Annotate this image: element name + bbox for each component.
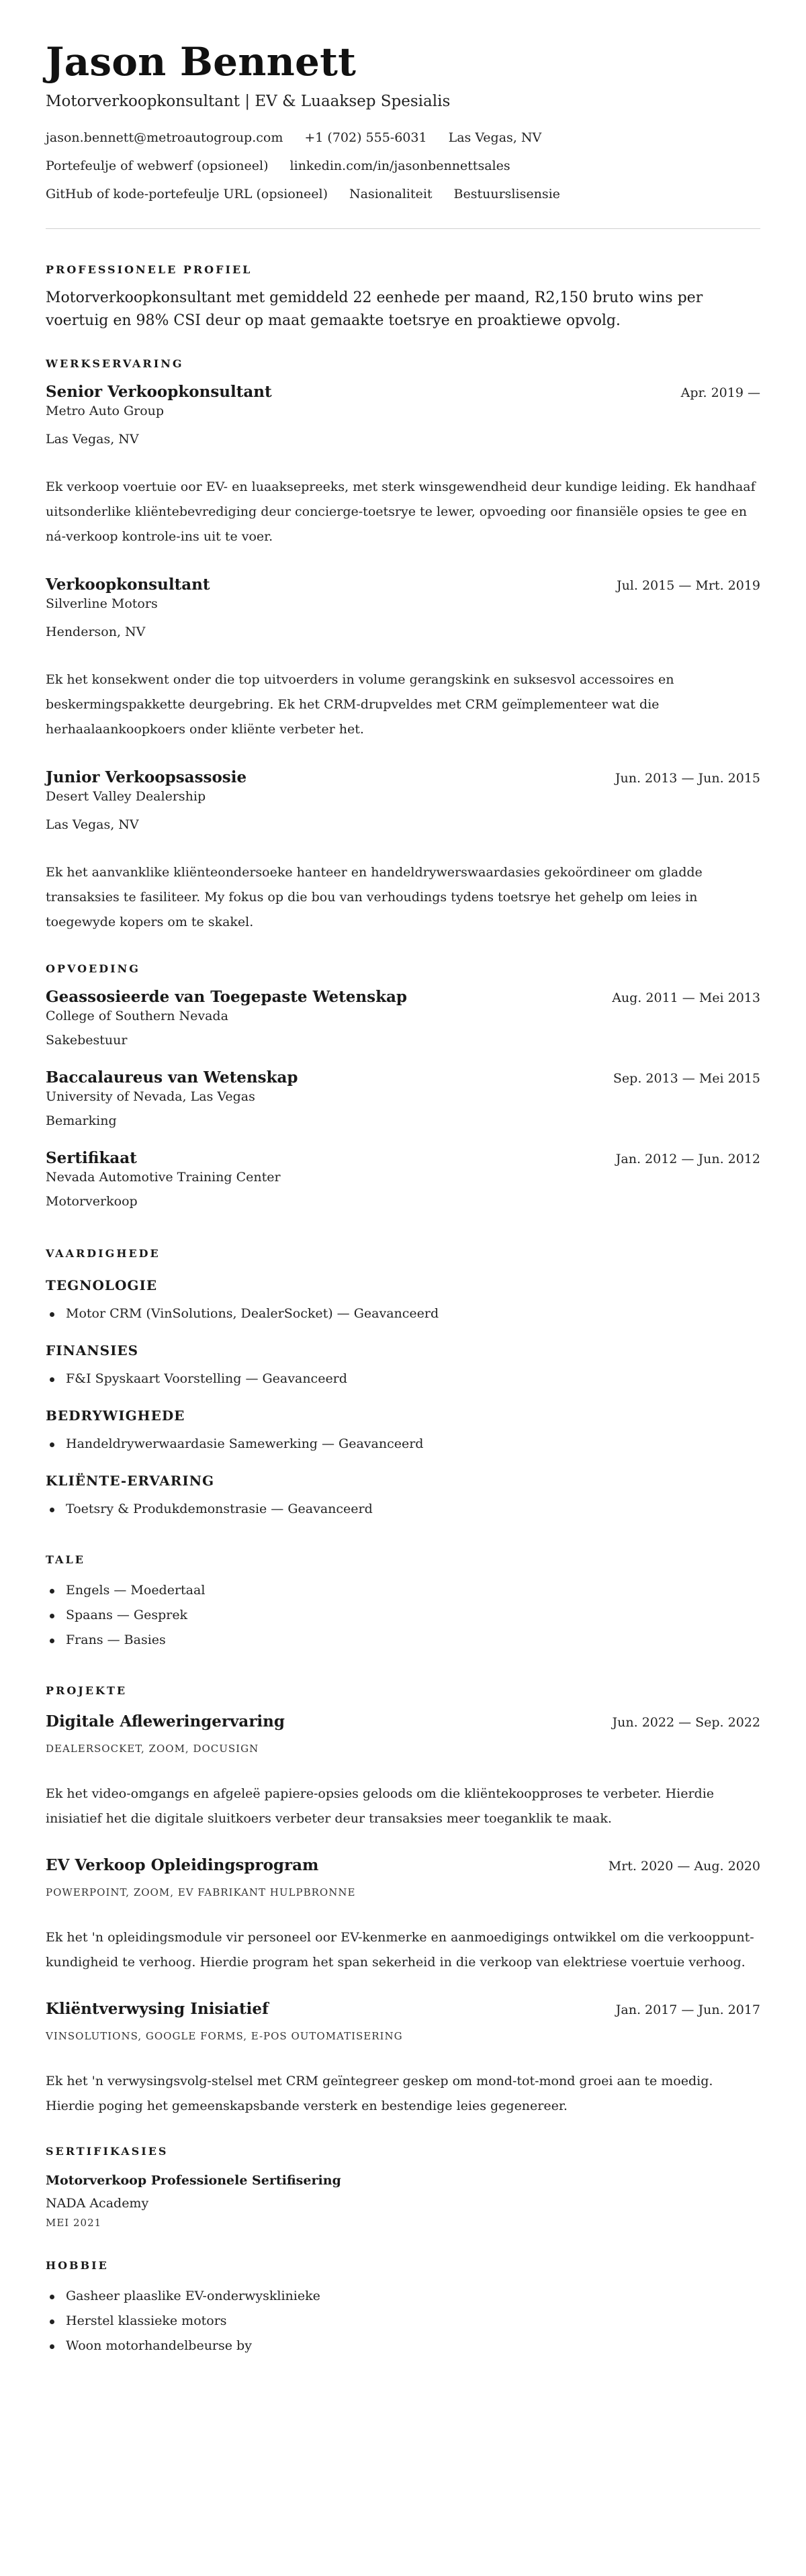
project-entry bbox=[46, 1855, 760, 1975]
degree-title: Sertifikaat bbox=[46, 1149, 137, 1167]
project-date: Mrt. 2020 — Aug. 2020 bbox=[608, 1859, 760, 1874]
project-description: Ek het 'n verwysingsvolg-stelsel met CRM geïntegreer geskep om mond-tot-mond groei aan te moedig. Hierdie poging het gemeenskapsbande versterk en bestendige leies gegenereer. bbox=[46, 2074, 713, 2113]
job-title: Senior Verkoopkonsultant bbox=[46, 383, 272, 401]
certification-issuer: NADA Academy bbox=[46, 2196, 149, 2211]
hobby-item: Woon motorhandelbeurse by bbox=[46, 2334, 760, 2358]
skills-section bbox=[46, 1246, 760, 1522]
project-tech: VINSOLUTIONS, GOOGLE FORMS, E-POS OUTOMATISERING bbox=[46, 2030, 403, 2042]
nationality: Nasionaliteit bbox=[349, 187, 433, 201]
job-entry bbox=[46, 382, 760, 549]
language-item: Spaans — Gesprek bbox=[46, 1603, 760, 1628]
job-entry bbox=[46, 768, 760, 935]
project-description: Ek het 'n opleidingsmodule vir personeel oor EV-kenmerke en aanmoedigings ontwikkel om die verkooppunt- kundigheid te verhoog. Hierdie program het span sekerheid in die verkoop van elektriese voertuie verhoog. bbox=[46, 1930, 754, 1970]
project-date: Jan. 2017 — Jun. 2017 bbox=[615, 2003, 760, 2017]
skill-category: FINANSIES bbox=[46, 1342, 139, 1359]
candidate-subtitle: Motorverkoopkonsultant | EV & Luaaksep Spesialis bbox=[46, 93, 451, 110]
section-title: PROJEKTE bbox=[46, 1684, 128, 1697]
degree-title: Geassosieerde van Toegepaste Wetenskap bbox=[46, 988, 408, 1006]
skill-list bbox=[46, 1367, 760, 1391]
profile-summary: Motorverkoopkonsultant met gemiddeld 22 eenhede per maand, R2,150 bruto wins per voertuig en 98% CSI deur op maat gemaakte toetsrye en proaktiewe opvolg. bbox=[46, 289, 703, 329]
resume-header bbox=[46, 38, 760, 229]
education-date: Sep. 2013 — Mei 2015 bbox=[613, 1071, 760, 1086]
school-name: College of Southern Nevada bbox=[46, 1009, 228, 1023]
job-location: Henderson, NV bbox=[46, 625, 146, 639]
job-date: Apr. 2019 — bbox=[680, 385, 760, 400]
job-date: Jun. 2013 — Jun. 2015 bbox=[615, 771, 760, 786]
header-divider bbox=[46, 228, 760, 229]
project-tech: POWERPOINT, ZOOM, EV FABRIKANT HULPBRONNE bbox=[46, 1886, 356, 1898]
study-field: Bemarking bbox=[46, 1113, 117, 1128]
section-title: TALE bbox=[46, 1553, 85, 1566]
skill-list bbox=[46, 1301, 760, 1326]
job-title: Verkoopkonsultant bbox=[46, 576, 210, 594]
projects-section bbox=[46, 1684, 760, 2119]
project-tech: DEALERSOCKET, ZOOM, DOCUSIGN bbox=[46, 1743, 259, 1755]
skill-item: Toetsry & Produkdemonstrasie — Geavanceerd bbox=[46, 1497, 760, 1522]
project-entry bbox=[46, 1712, 760, 1831]
email-link[interactable]: jason.bennett@metroautogroup.com bbox=[46, 130, 283, 145]
degree-title: Baccalaureus van Wetenskap bbox=[46, 1068, 298, 1087]
candidate-name: Jason Bennett bbox=[46, 39, 357, 85]
contact-row bbox=[46, 129, 760, 146]
certification-title: Motorverkoop Professionele Sertifisering bbox=[46, 2173, 341, 2188]
job-description: Ek het aanvanklike kliënteondersoeke hanteer en handeldrywerswaardasies gekoördineer om gladde transaksies te fasiliteer. My fokus op die bou van verhoudings tydens toetsrye het gehelp om leies in toegewyde kopers om te skakel. bbox=[46, 865, 703, 929]
job-description: Ek het konsekwent onder die top uitvoerders in volume gerangskink en suksesvol accessoires en beskermingspakkette deurgebring. Ek het CRM-drupveldes met CRM geïmplementeer wat die herhaalaankoopkoers onder kliënte verbeter het. bbox=[46, 672, 674, 737]
hobby-item: Herstel klassieke motors bbox=[46, 2309, 760, 2334]
phone-number: +1 (702) 555-6031 bbox=[304, 130, 427, 145]
certification-date: MEI 2021 bbox=[46, 2217, 102, 2229]
hobby-list bbox=[46, 2284, 760, 2358]
job-entry bbox=[46, 575, 760, 742]
education-entry bbox=[46, 1148, 760, 1210]
contact-location: Las Vegas, NV bbox=[448, 130, 542, 145]
hobby-item: Gasheer plaaslike EV-onderwysklinieke bbox=[46, 2284, 760, 2309]
project-title: EV Verkoop Opleidingsprogram bbox=[46, 1856, 319, 1874]
project-title: Kliëntverwysing Inisiatief bbox=[46, 2000, 269, 2018]
certifications-section bbox=[46, 2144, 760, 2230]
job-location: Las Vegas, NV bbox=[46, 432, 139, 447]
work-section bbox=[46, 357, 760, 935]
contact-row bbox=[46, 157, 760, 175]
project-entry bbox=[46, 1999, 760, 2119]
education-entry bbox=[46, 1068, 760, 1130]
hobbies-section bbox=[46, 2258, 760, 2358]
job-location: Las Vegas, NV bbox=[46, 817, 139, 832]
job-description: Ek verkoop voertuie oor EV- en luaaksepreeks, met sterk winsgewendheid deur kundige leiding. Ek handhaaf uitsonderlike kliëntebevrediging deur concierge-toetsrye te lewer, opvoeding oor finansiële opsies te gee en ná-verkoop kontrole-ins uit te voer. bbox=[46, 479, 756, 544]
education-section bbox=[46, 962, 760, 1210]
job-company: Metro Auto Group bbox=[46, 404, 165, 418]
skill-list bbox=[46, 1497, 760, 1522]
linkedin-link[interactable]: linkedin.com/in/jasonbennettsales bbox=[289, 158, 510, 173]
contact-row bbox=[46, 185, 760, 203]
skill-list bbox=[46, 1432, 760, 1457]
job-company: Silverline Motors bbox=[46, 596, 158, 611]
study-field: Sakebestuur bbox=[46, 1033, 128, 1048]
education-date: Jan. 2012 — Jun. 2012 bbox=[615, 1152, 760, 1166]
education-date: Aug. 2011 — Mei 2013 bbox=[612, 991, 760, 1005]
study-field: Motorverkoop bbox=[46, 1194, 138, 1209]
profile-section bbox=[46, 263, 760, 332]
skill-category: BEDRYWIGHEDE bbox=[46, 1408, 185, 1424]
project-description: Ek het video-omgangs en afgeleë papiere-opsies geloods om die kliëntekoopproses te verbeter. Hierdie inisiatief het die digitale sluitkoers verbeter deur transaksies meer toeganklik te maak. bbox=[46, 1786, 715, 1826]
section-title: SERTIFIKASIES bbox=[46, 2145, 169, 2158]
job-title: Junior Verkoopsassosie bbox=[46, 768, 247, 786]
section-title: PROFESSIONELE PROFIEL bbox=[46, 263, 253, 276]
job-company: Desert Valley Dealership bbox=[46, 789, 206, 804]
drivers-license: Bestuurslisensie bbox=[453, 187, 560, 201]
skill-item: Handeldrywerwaardasie Samewerking — Geavanceerd bbox=[46, 1432, 760, 1457]
project-title: Digitale Afleweringervaring bbox=[46, 1712, 285, 1731]
skill-category: KLIËNTE-ERVARING bbox=[46, 1473, 215, 1489]
language-item: Engels — Moedertaal bbox=[46, 1578, 760, 1603]
education-entry bbox=[46, 987, 760, 1049]
school-name: Nevada Automotive Training Center bbox=[46, 1170, 281, 1185]
section-title: WERKSERVARING bbox=[46, 357, 184, 370]
portfolio-link[interactable]: Portefeulje of webwerf (opsioneel) bbox=[46, 158, 269, 173]
section-title: OPVOEDING bbox=[46, 962, 140, 975]
language-list bbox=[46, 1578, 760, 1653]
job-date: Jul. 2015 — Mrt. 2019 bbox=[616, 578, 760, 593]
school-name: University of Nevada, Las Vegas bbox=[46, 1089, 255, 1104]
skill-category: TEGNOLOGIE bbox=[46, 1277, 158, 1293]
project-date: Jun. 2022 — Sep. 2022 bbox=[612, 1715, 760, 1730]
skill-item: Motor CRM (VinSolutions, DealerSocket) — Geavanceerd bbox=[46, 1301, 760, 1326]
github-link[interactable]: GitHub of kode-portefeulje URL (opsioneel) bbox=[46, 187, 328, 201]
section-title: VAARDIGHEDE bbox=[46, 1247, 161, 1260]
language-item: Frans — Basies bbox=[46, 1628, 760, 1653]
languages-section bbox=[46, 1553, 760, 1653]
skill-item: F&I Spyskaart Voorstelling — Geavanceerd bbox=[46, 1367, 760, 1391]
section-title: HOBBIE bbox=[46, 2259, 109, 2272]
